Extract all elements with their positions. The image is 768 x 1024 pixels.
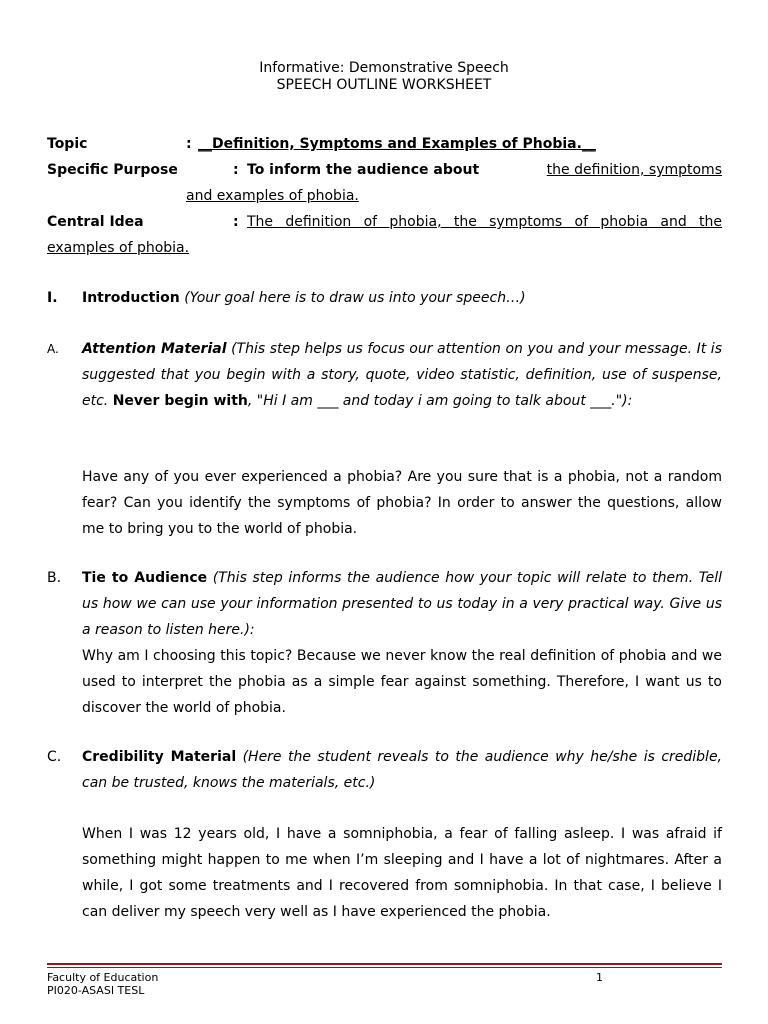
document-title: Informative: Demonstrative Speech: [259, 60, 509, 76]
section-b-heading-block: [82, 565, 722, 643]
specific-purpose-value-2: and examples of phobia.: [186, 188, 359, 204]
section-i-hint: (Your goal here is to draw us into your speech…): [184, 290, 526, 306]
specific-purpose-line1: [247, 157, 722, 183]
section-c-body: When I was 12 years old, I have a somniphobia, a fear of falling asleep. I was afraid if something might happen to me when I’m sleeping and I have a lot of nightmares. After a while, I got some treatments and I recovered from somniphobia. In that case, I believe I can deliver my speech very well as I have experienced the phobia.: [82, 826, 722, 920]
section-c-heading-block: [82, 744, 722, 796]
topic-label: Topic: [47, 136, 88, 152]
specific-purpose-value-1: the definition, symptoms: [546, 162, 722, 178]
central-idea-value-2: examples of phobia.: [47, 240, 190, 256]
topic-colon: :: [186, 136, 192, 152]
section-c-hint: (Here the student reveals to the audience why he/she is credible, can be trusted, knows the materials, etc.): [82, 749, 723, 791]
section-b-hint: (This step informs the audience how your topic will relate to them. Tell us how we can use your information presented to us today in a very practical way. Give us a reason to listen here.):: [82, 570, 722, 638]
footer-rule-thick: [47, 963, 722, 965]
central-idea-label: Central Idea: [47, 214, 144, 230]
footer-course-code: PI020-ASASI TESL: [47, 984, 145, 997]
footer-page-number: 1: [596, 971, 603, 984]
specific-purpose-lead: To inform the audience about: [247, 162, 480, 178]
section-i-marker: I.: [47, 290, 58, 306]
section-b-heading: Tie to Audience: [82, 570, 208, 586]
section-c-marker: C.: [47, 749, 62, 765]
section-a-body: Have any of you ever experienced a phobia? Are you sure that is a phobia, not a random fear? Can you identify the symptoms of phobia? In order to answer the questions, allow me to bring you to the world of phobia.: [82, 469, 722, 537]
topic-value: __Definition, Symptoms and Examples of Phobia.__: [198, 136, 596, 152]
central-idea-value-1: The definition of phobia, the symptoms of phobia and the: [247, 214, 722, 230]
footer-faculty: Faculty of Education: [47, 971, 159, 984]
section-b-marker: B.: [47, 570, 62, 586]
section-i-heading: Introduction: [82, 290, 180, 306]
specific-purpose-colon: :: [233, 162, 239, 178]
document-subtitle: SPEECH OUTLINE WORKSHEET: [276, 77, 492, 93]
section-a-heading: Attention Material: [82, 341, 227, 357]
footer-rule-thin: [47, 967, 722, 968]
section-i-heading-row: [82, 285, 526, 311]
section-b-body: Why am I choosing this topic? Because we never know the real definition of phobia and we used to interpret the phobia as a simple fear against something. Therefore, I want us to discover the world of phobia.: [82, 648, 722, 716]
section-a-heading-block: [82, 336, 722, 414]
section-a-hint-start: (This step helps us focus our attention on you and your message. It is suggested that you begin with a story, quote, video statistic, definition, use of suspense, etc.: [82, 341, 722, 409]
section-c-heading: Credibility Material: [82, 749, 237, 765]
specific-purpose-label: Specific Purpose: [47, 162, 178, 178]
section-a-never: Never begin with: [112, 393, 248, 409]
section-a-marker: A.: [47, 342, 59, 356]
section-a-hint-end: , "Hi I am ___ and today i am going to talk about ___."):: [247, 393, 633, 409]
central-idea-colon: :: [233, 214, 239, 230]
